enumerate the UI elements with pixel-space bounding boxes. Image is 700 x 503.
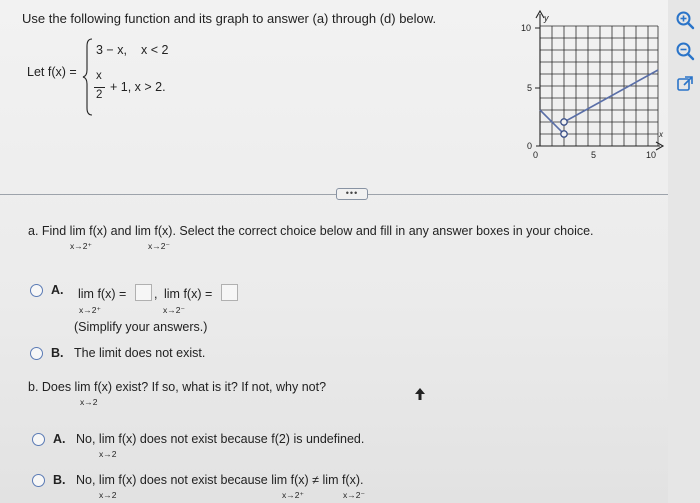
piece2-denominator: 2 — [96, 89, 103, 101]
zoom-in-button[interactable] — [672, 7, 698, 33]
part-a-left-limit-input[interactable] — [221, 284, 238, 301]
part-b-choice-b-sub3: x→2⁻ — [343, 490, 365, 500]
zoom-in-icon — [675, 10, 695, 30]
open-new-window-button[interactable] — [672, 71, 698, 97]
part-b-choice-b-radio[interactable] — [32, 474, 45, 487]
y-axis-label: y — [544, 13, 549, 23]
part-a-choice-a-lim2: lim f(x) = — [164, 287, 213, 301]
piece2-numerator: x — [96, 70, 102, 82]
part-b-choice-a-letter: A. — [53, 432, 66, 446]
part-b-choice-a-text: No, lim f(x) does not exist because f(2) is undefined. — [76, 432, 365, 446]
part-a-choice-b-letter: B. — [51, 346, 64, 360]
function-let-label: Let f(x) = — [27, 65, 77, 79]
piece1-condition: x < 2 — [141, 43, 169, 57]
part-a-choice-a-sub1: x→2⁺ — [79, 305, 101, 315]
mouse-cursor-icon — [414, 387, 426, 401]
y-tick-5: 5 — [527, 83, 533, 93]
part-b-prompt: b. Does lim f(x) exist? If so, what is it? If not, why not? — [28, 380, 327, 394]
part-b-choice-b-text: No, lim f(x) does not exist because lim f(x) ≠ lim f(x). — [76, 473, 364, 487]
part-a-choice-a-sep: , — [154, 287, 158, 301]
open-circle-left — [561, 131, 567, 137]
x-axis-label: x — [659, 130, 663, 139]
part-a-sub1: x→2⁺ — [70, 241, 92, 251]
section-divider — [0, 194, 668, 195]
x-tick-10: 10 — [646, 150, 657, 160]
show-more-button[interactable]: ••• — [336, 188, 368, 200]
part-a-choice-a-radio[interactable] — [30, 284, 43, 297]
part-a-choice-a-hint: (Simplify your answers.) — [74, 320, 208, 334]
x-tick-0: 0 — [533, 150, 539, 160]
piece2-fraction-bar — [94, 87, 105, 88]
part-a-choice-a-letter: A. — [51, 283, 64, 297]
zoom-out-icon — [675, 41, 695, 61]
x-tick-5: 5 — [591, 150, 597, 160]
part-b-choice-b-sub1: x→2 — [99, 490, 117, 500]
part-a-choice-a-sub2: x→2⁻ — [163, 305, 185, 315]
part-b-choice-b-sub2: x→2⁺ — [282, 490, 304, 500]
part-a-prompt: a. Find lim f(x) and lim f(x). Select the correct choice below and fill in any answer boxes in your choice. — [28, 224, 594, 238]
instructions-text: Use the following function and its graph to answer (a) through (d) below. — [22, 11, 437, 26]
part-b-choice-a-sub: x→2 — [99, 449, 117, 459]
part-a-right-limit-input[interactable] — [135, 284, 152, 301]
y-tick-0: 0 — [527, 141, 533, 151]
piece2-rest: + 1, x > 2. — [110, 80, 166, 94]
part-a-sub2: x→2⁻ — [148, 241, 170, 251]
part-b-sub: x→2 — [80, 397, 98, 407]
y-tick-10: 10 — [521, 23, 532, 33]
zoom-out-button[interactable] — [672, 38, 698, 64]
part-b-choice-b-letter: B. — [53, 473, 66, 487]
external-link-icon — [676, 75, 694, 93]
graph-line-right — [564, 70, 658, 122]
open-circle-right — [561, 119, 567, 125]
graph-tools-sidebar — [668, 0, 700, 503]
part-a-choice-b-radio[interactable] — [30, 347, 43, 360]
piece1-expression: 3 − x, — [96, 43, 127, 57]
function-graph — [510, 8, 670, 163]
piecewise-brace — [82, 38, 94, 116]
part-b-choice-a-radio[interactable] — [32, 433, 45, 446]
part-a-choice-b-text: The limit does not exist. — [74, 346, 206, 360]
part-a-choice-a-lim1: lim f(x) = — [78, 287, 127, 301]
